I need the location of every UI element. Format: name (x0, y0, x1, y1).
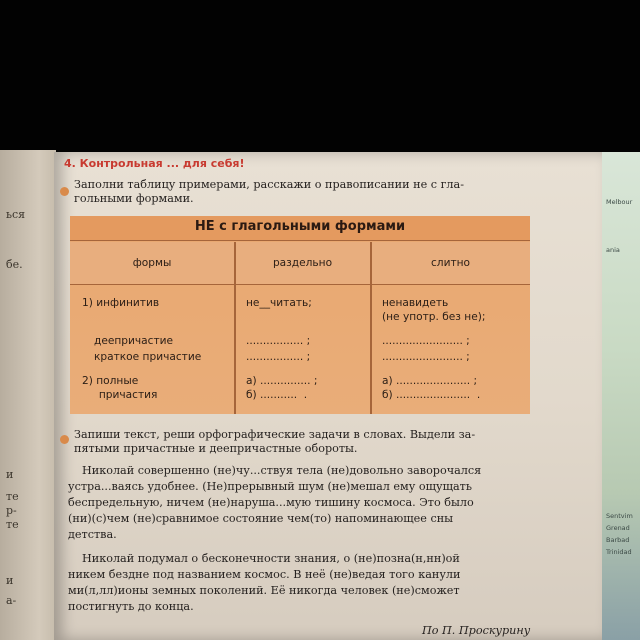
column-header-together: слитно (430, 257, 471, 269)
left-fragment: и (6, 574, 14, 587)
table-title: НЕ с глагольными формами (194, 219, 406, 234)
table-cell-separate: не__читать; (246, 297, 312, 309)
map-label: Sentvim (606, 512, 633, 520)
map-label: Grenad (606, 524, 630, 532)
left-fragment: и (6, 468, 14, 481)
table-title-bar (70, 216, 530, 241)
table-cell-separate: ................. ; (246, 351, 311, 363)
task1-line: Заполни таблицу примерами, расскажи о правописании не с гла- (74, 178, 464, 191)
paragraph1-line: детства. (68, 528, 117, 541)
paragraph1-line: устра...ваясь удобнее. (Не)прерывный шум (не)мешал ему ощущать (68, 480, 472, 493)
table-cell-together: ........................ ; (382, 351, 470, 363)
left-fragment: бе. (6, 258, 23, 271)
signature: По П. Проскурину (422, 624, 531, 637)
spelling-table (70, 216, 530, 414)
left-fragment: р- (6, 504, 17, 517)
paragraph1-line: Николай совершенно (не)чу...ствуя тела (не)довольно заворочался (82, 464, 482, 477)
task2-line: пятыми причастные и деепричастные обороты. (74, 442, 358, 455)
right-page-map (600, 152, 640, 640)
table-cell-together: а) ...................... ; б) ...................... . (382, 375, 481, 401)
map-label: Barbad (606, 536, 630, 544)
dark-background (0, 0, 640, 152)
paragraph2-line: никем бездне под названием космос. В неё (не)ведая того канули (68, 568, 461, 581)
map-label: Melbour (606, 198, 633, 206)
table-cell-form: краткое причастие (94, 351, 202, 363)
map-label: ania (606, 246, 620, 254)
task-bullet-icon (60, 435, 69, 444)
paragraph1-line: беспредельную, ничем (не)наруша...мую тишину космоса. Это было (68, 496, 474, 509)
left-fragment: те (6, 518, 19, 531)
task2-line: Запиши текст, реши орфографические задачи в словах. Выдели за- (74, 428, 476, 441)
left-fragment: ься (6, 208, 26, 221)
exercise-header: 4. Контрольная ... для себя! (64, 157, 245, 170)
left-fragment: те (6, 490, 19, 503)
paragraph2-line: ми(л,лл)ионы земных поколений. Её никогда человек (не)сможет (68, 584, 460, 597)
table-cell-separate: а) ............... ; б) ........... . (246, 375, 318, 401)
left-fragment: а- (6, 594, 17, 607)
table-cell-together: ........................ ; (382, 335, 470, 347)
table-cell-separate: ................. ; (246, 335, 311, 347)
table-cell-form: деепричастие (94, 335, 174, 347)
column-header-forms: формы (132, 257, 172, 269)
task1-line: гольными формами. (74, 192, 194, 205)
column-header-separate: раздельно (272, 257, 333, 269)
paragraph2-line: постигнуть до конца. (68, 600, 194, 613)
textbook-page (54, 152, 602, 640)
paragraph2-line: Николай подумал о бесконечности знания, о (не)позна(н,нн)ой (82, 552, 460, 565)
table-cell-together: ненавидеть (не употр. без не); (382, 297, 486, 323)
map-label: Trinidad (606, 548, 632, 556)
task-bullet-icon (60, 187, 69, 196)
left-page-edge (0, 150, 56, 640)
table-cell-form: 1) инфинитив (82, 297, 160, 309)
paragraph1-line: (ни)(с)чем (не)сравнимое состояние чем(то) напоминающее сны (68, 512, 454, 525)
table-cell-form: 2) полные причастия (82, 375, 158, 401)
